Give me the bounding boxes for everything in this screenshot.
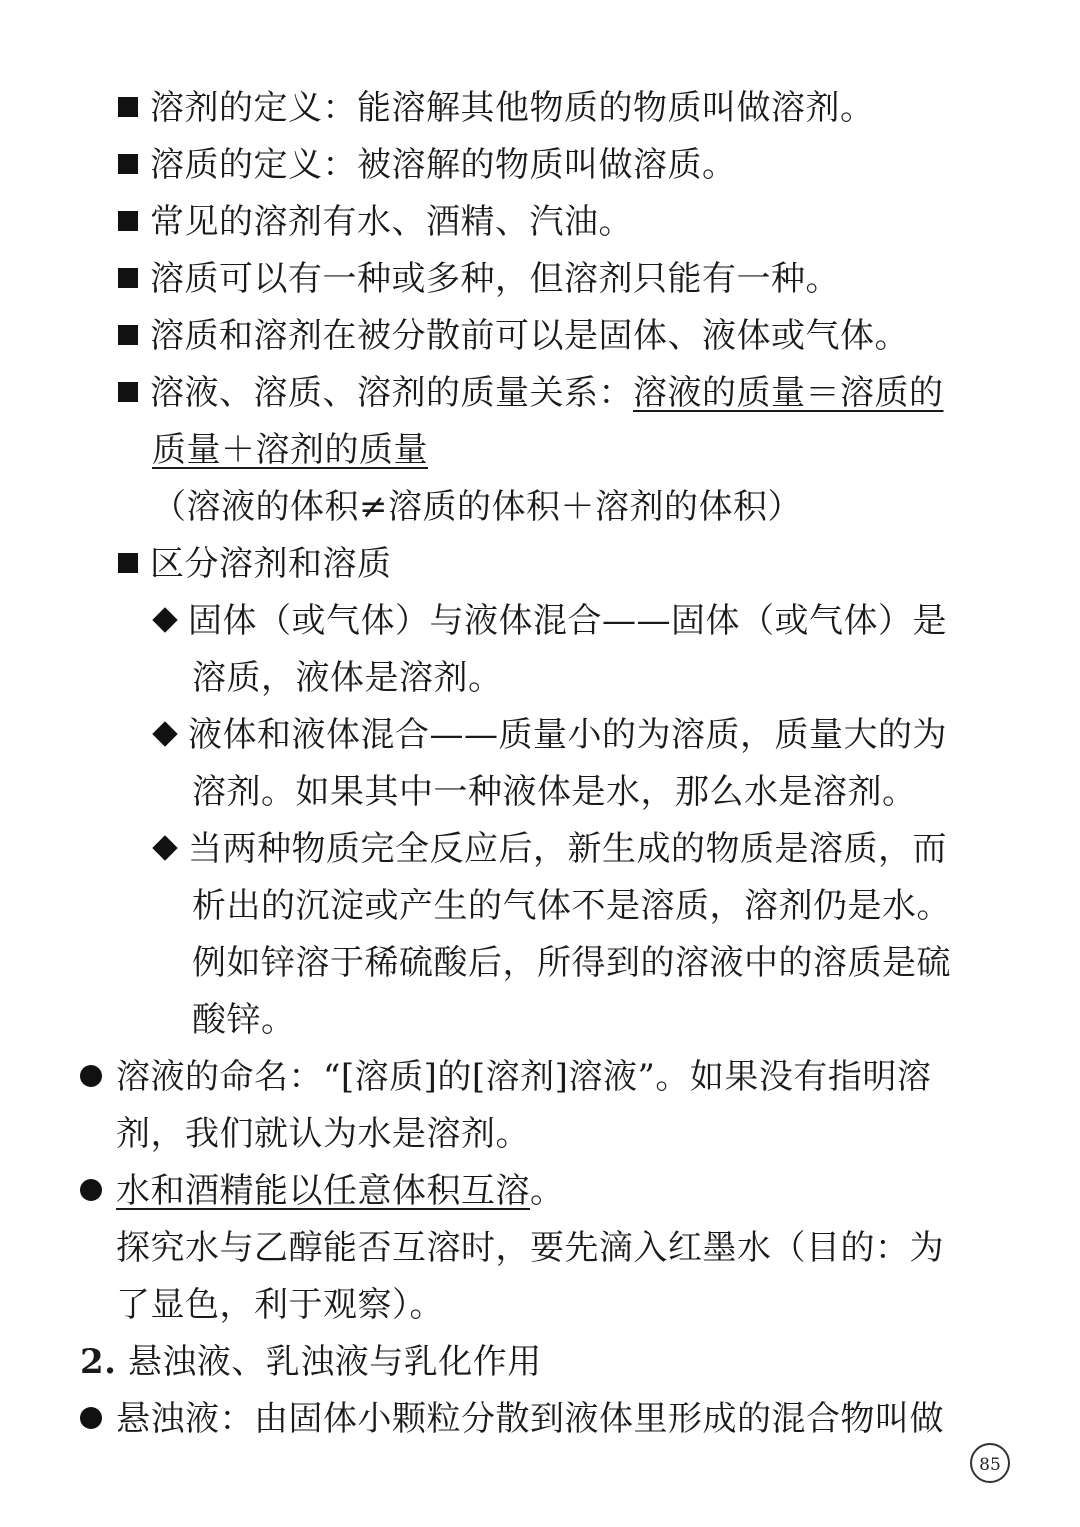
dot-line-naming: 溶液的命名：“[溶质]的[溶剂]溶液”。如果没有指明溶: [80, 1049, 931, 1105]
diamond-line-reaction-cont-2: 例如锌溶于稀硫酸后，所得到的溶液中的溶质是硫: [192, 943, 951, 983]
diamond-line-liquid-liquid-cont: 溶剂。如果其中一种液体是水，那么水是溶剂。: [192, 772, 917, 812]
diamond-bullet-icon: [152, 835, 177, 860]
diamond-line-solid-liquid-cont: 溶质，液体是溶剂。: [192, 658, 503, 698]
square-bullet-icon: [118, 382, 138, 402]
diamond-line-reaction: 当两种物质完全反应后，新生成的物质是溶质，而: [152, 821, 947, 877]
bullet-line-solvent-definition: 溶剂的定义：能溶解其他物质的物质叫做溶剂。: [118, 80, 875, 136]
bullet-line-states: 溶质和溶剂在被分散前可以是固体、液体或气体。: [118, 308, 909, 364]
round-bullet-icon: [80, 1065, 102, 1087]
underlined-text: 质量＋溶剂的质量: [152, 430, 428, 470]
underlined-text: 水和酒精能以任意体积互溶: [116, 1171, 530, 1211]
dot-line-suspension: 悬浊液：由固体小颗粒分散到液体里形成的混合物叫做: [80, 1391, 944, 1447]
experiment-line-cont: 了显色，利于观察）。: [116, 1285, 444, 1325]
square-bullet-icon: [118, 268, 138, 288]
round-bullet-icon: [80, 1179, 102, 1201]
diamond-line-solid-liquid: 固体（或气体）与液体混合——固体（或气体）是: [152, 593, 947, 649]
bullet-line-common-solvents: 常见的溶剂有水、酒精、汽油。: [118, 194, 633, 250]
bullet-line-distinguish: 区分溶剂和溶质: [118, 536, 392, 592]
underlined-text: 溶液的质量＝溶质的: [633, 373, 944, 413]
square-bullet-icon: [118, 553, 138, 573]
bullet-line-solute-count: 溶质可以有一种或多种，但溶剂只能有一种。: [118, 251, 840, 307]
diamond-line-liquid-liquid: 液体和液体混合——质量小的为溶质，质量大的为: [152, 707, 947, 763]
diamond-bullet-icon: [152, 607, 177, 632]
experiment-line: 探究水与乙醇能否互溶时，要先滴入红墨水（目的：为: [116, 1228, 944, 1268]
square-bullet-icon: [118, 154, 138, 174]
dot-line-naming-cont: 剂，我们就认为水是溶剂。: [116, 1114, 530, 1154]
square-bullet-icon: [118, 211, 138, 231]
page-number: 85: [970, 1443, 1010, 1483]
bullet-line-solute-definition: 溶质的定义：被溶解的物质叫做溶质。: [118, 137, 737, 193]
diamond-line-reaction-cont-1: 析出的沉淀或产生的气体不是溶质，溶剂仍是水。: [192, 886, 951, 926]
mass-relation-continuation: [152, 422, 428, 478]
section-heading-2: 2. 悬浊液、乳浊液与乳化作用: [80, 1342, 542, 1382]
square-bullet-icon: [118, 325, 138, 345]
square-bullet-icon: [118, 97, 138, 117]
round-bullet-icon: [80, 1407, 102, 1429]
dot-line-miscible: 水和酒精能以任意体积互溶。: [80, 1163, 565, 1219]
volume-note: （溶液的体积≠溶质的体积＋溶剂的体积）: [152, 487, 802, 527]
bullet-line-mass-relation: 溶液、溶质、溶剂的质量关系：溶液的质量＝溶质的: [118, 365, 944, 421]
diamond-line-reaction-cont-3: 酸锌。: [192, 1000, 296, 1040]
diamond-bullet-icon: [152, 721, 177, 746]
